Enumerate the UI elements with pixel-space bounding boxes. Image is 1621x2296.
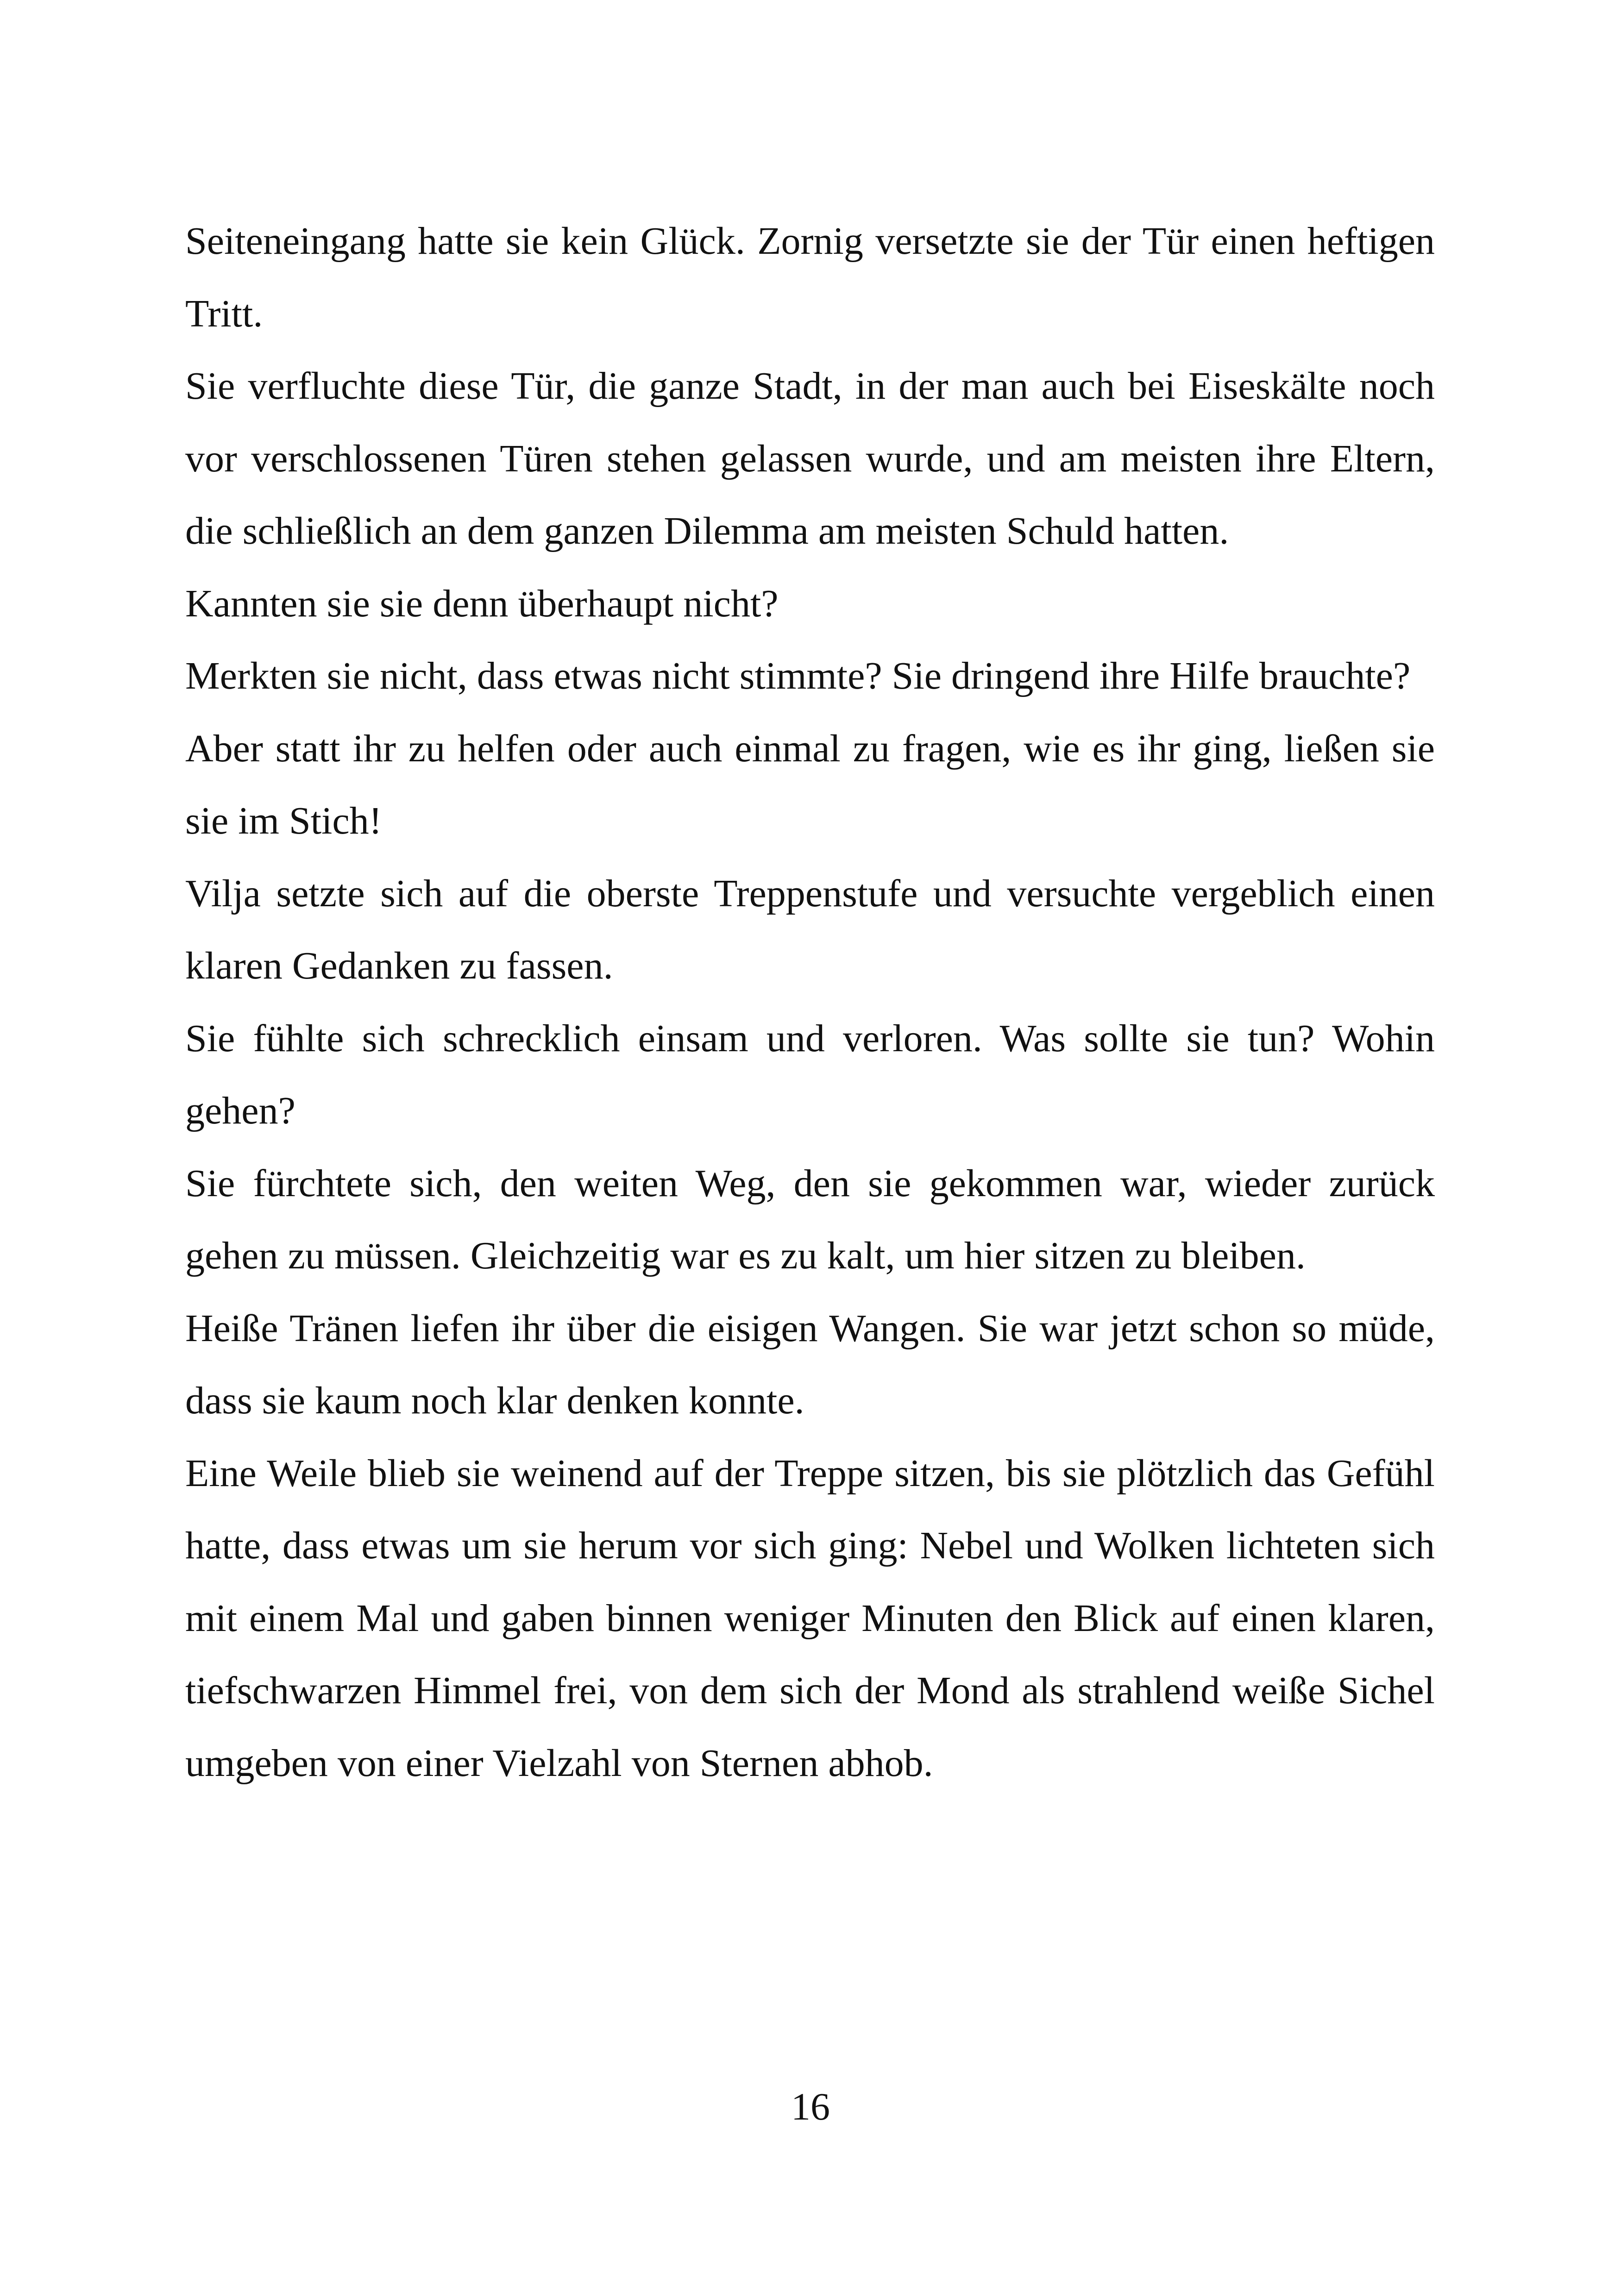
paragraph: Sie verfluchte diese Tür, die ganze Stadt, in der man auch bei Eiseskälte noch vor verschlossenen Türen stehen gelassen wurde, und am meisten ihre Eltern, die schließlich an dem ganzen Dilemma am meisten Schuld hatten. (185, 364, 1435, 552)
paragraph: Kannten sie sie denn überhaupt nicht? (185, 582, 779, 625)
paragraph: Sie fürchtete sich, den weiten Weg, den sie gekommen war, wieder zurück gehen zu müssen. Gleichzeitig war es zu kalt, um hier sitzen zu bleiben. (185, 1161, 1435, 1277)
paragraph: Aber statt ihr zu helfen oder auch einmal zu fragen, wie es ihr ging, ließen sie sie im Stich! (185, 727, 1435, 842)
paragraph: Heiße Tränen liefen ihr über die eisigen Wangen. Sie war jetzt schon so müde, dass sie kaum noch klar denken konnte. (185, 1306, 1435, 1422)
paragraph: Vilja setzte sich auf die oberste Treppenstufe und versuchte vergeblich einen klaren Gedanken zu fassen. (185, 872, 1435, 987)
paragraph: Seiteneingang hatte sie kein Glück. Zornig versetzte sie der Tür einen heftigen Tritt. (185, 220, 1435, 335)
paragraph: Eine Weile blieb sie weinend auf der Treppe sitzen, bis sie plötzlich das Gefühl hatte, dass etwas um sie herum vor sich ging: Nebel und Wolken lichteten sich mit einem Mal und gaben binnen weniger Minuten den Blick auf einen klaren, tiefschwarzen Himmel frei, von dem sich der Mond als strahlend weiße Sichel umgeben von einer Vielzahl von Sternen abhob. (185, 1451, 1435, 1785)
body-text (185, 205, 1435, 1800)
page-number: 16 (791, 2085, 830, 2128)
paragraph: Merkten sie nicht, dass etwas nicht stimmte? Sie dringend ihre Hilfe brauchte? (185, 654, 1411, 697)
paragraph: Sie fühlte sich schrecklich einsam und verloren. Was sollte sie tun? Wohin gehen? (185, 1016, 1435, 1132)
